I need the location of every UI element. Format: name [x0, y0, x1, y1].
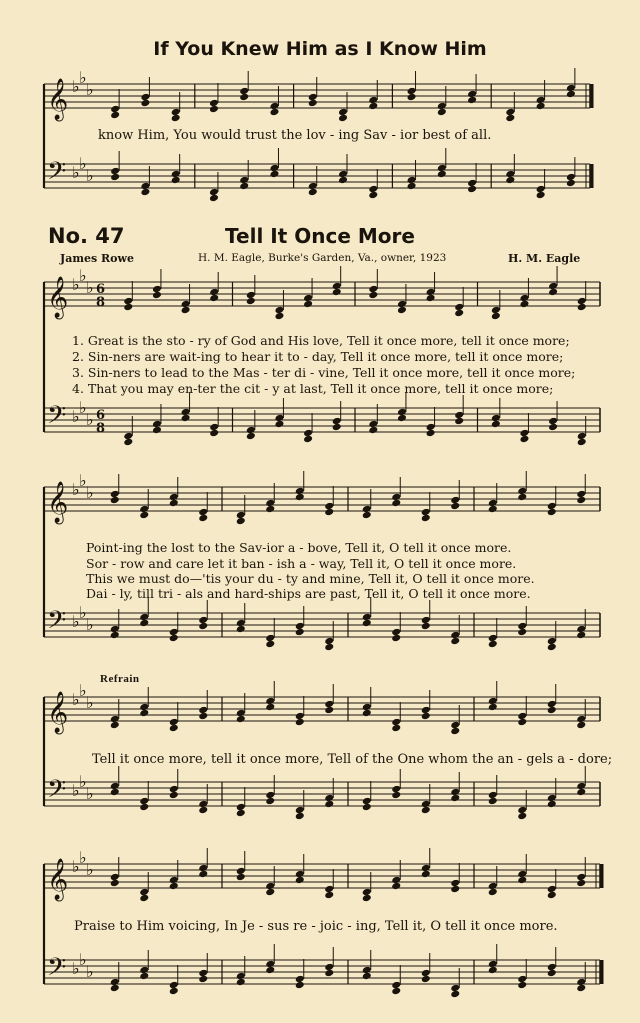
- time-signature: 8: [96, 421, 106, 436]
- treble-note: [450, 885, 460, 894]
- refrain-label: Refrain: [100, 673, 140, 685]
- bass-clef: 𝄢: [47, 953, 67, 988]
- bass-note: [171, 176, 181, 185]
- flat-sign: ♭: [72, 959, 80, 978]
- treble-note: [324, 508, 334, 517]
- bass-note: [391, 987, 401, 996]
- bass-note: [519, 435, 529, 444]
- previous-hymn-lyric: know Him, You would trust the lov - ing Sav - ior best of all.: [98, 128, 492, 143]
- treble-note: [308, 99, 318, 108]
- treble-note: [454, 309, 464, 318]
- bass-note: [110, 173, 120, 182]
- treble-note: [295, 876, 305, 885]
- flat-sign: ♭: [79, 603, 87, 622]
- treble-note: [171, 114, 181, 123]
- bass-note: [269, 170, 279, 179]
- bass-note: [577, 438, 587, 447]
- flat-sign: ♭: [79, 398, 87, 417]
- flat-sign: ♭: [72, 857, 80, 876]
- treble-note: [246, 297, 256, 306]
- flat-sign: ♭: [86, 278, 94, 297]
- bass-note: [308, 188, 318, 197]
- bass-note: [169, 791, 179, 800]
- bass-note: [303, 435, 313, 444]
- flat-sign: ♭: [72, 690, 80, 709]
- bass-note: [450, 794, 460, 803]
- bass-note: [517, 981, 527, 990]
- music-by-credit: H. M. Eagle: [508, 252, 581, 265]
- treble-note: [548, 288, 558, 297]
- treble-note: [519, 300, 529, 309]
- bass-note: [110, 788, 120, 797]
- treble-note: [110, 879, 120, 888]
- flat-sign: ♭: [72, 163, 80, 182]
- treble-note: [437, 108, 447, 117]
- bass-clef: 𝄢: [47, 401, 67, 436]
- treble-note: [426, 294, 436, 303]
- bass-note: [547, 969, 557, 978]
- bass-note: [505, 176, 515, 185]
- bass-note: [536, 191, 546, 200]
- bass-note: [576, 631, 586, 640]
- refrain-line-1: Tell it once more, tell it once more, Tell of the One whom the an - gels a - dore;: [92, 752, 613, 767]
- treble-note: [332, 288, 342, 297]
- verse-line-2b: Sor - row and care let it ban - ish a - way, Tell it, O tell it once more.: [86, 556, 517, 571]
- treble-note: [362, 709, 372, 718]
- treble-note: [488, 703, 498, 712]
- bass-clef: 𝄢: [47, 157, 67, 192]
- treble-note: [368, 102, 378, 111]
- treble-clef: 𝄞: [47, 277, 69, 318]
- treble-note: [577, 303, 587, 312]
- treble-note: [139, 709, 149, 718]
- treble-note: [576, 496, 586, 505]
- bass-note: [407, 182, 417, 191]
- hymn-number: No. 47: [48, 224, 125, 248]
- bass-note: [397, 414, 407, 423]
- bass-note: [362, 619, 372, 628]
- flat-sign: ♭: [79, 154, 87, 173]
- bass-note: [488, 640, 498, 649]
- bass-note: [450, 990, 460, 999]
- bass-note: [236, 809, 246, 818]
- bass-note: [139, 619, 149, 628]
- bass-note: [236, 978, 246, 987]
- bass-note: [123, 438, 133, 447]
- treble-clef: 𝄞: [47, 692, 69, 733]
- treble-note: [169, 882, 179, 891]
- bass-note: [324, 969, 334, 978]
- bass-note: [426, 429, 436, 438]
- copyright-notice: H. M. Eagle, Burke's Garden, Va., owner, 1923: [198, 252, 447, 264]
- treble-clef: 𝄞: [47, 79, 69, 120]
- bass-note: [576, 984, 586, 993]
- verse-line-3a: 3. Sin-ners to lead to the Mas - ter di - vine, Tell it once more, tell it once more;: [72, 365, 576, 380]
- hymn-title: Tell It Once More: [225, 224, 415, 248]
- flat-sign: ♭: [79, 772, 87, 791]
- bass-note: [265, 966, 275, 975]
- time-signature: 8: [96, 295, 106, 310]
- flat-sign: ♭: [86, 80, 94, 99]
- bass-note: [265, 640, 275, 649]
- verse-line-3b: This we must do—'tis your du - ty and mine, Tell it, O tell it once more.: [86, 571, 535, 586]
- treble-note: [547, 891, 557, 900]
- flat-sign: ♭: [86, 410, 94, 429]
- bass-note: [332, 423, 342, 432]
- treble-note: [198, 870, 208, 879]
- bass-note: [421, 975, 431, 984]
- treble-note: [517, 718, 527, 727]
- treble-note: [450, 502, 460, 511]
- treble-note: [236, 715, 246, 724]
- treble-clef: 𝄞: [47, 859, 69, 900]
- bass-note: [368, 191, 378, 200]
- treble-note: [181, 306, 191, 315]
- treble-note: [368, 291, 378, 300]
- refrain-line-2: Praise to Him voicing, In Je - sus re - joic - ing, Tell it, O tell it once more.: [74, 919, 558, 934]
- treble-note: [198, 514, 208, 523]
- treble-note: [391, 724, 401, 733]
- bass-note: [450, 637, 460, 646]
- flat-sign: ♭: [79, 848, 87, 867]
- flat-sign: ♭: [72, 612, 80, 631]
- verse-line-1a: 1. Great is the sto - ry of God and His love, Tell it once more, tell it once more;: [72, 333, 570, 348]
- treble-note: [295, 493, 305, 502]
- bass-note: [391, 791, 401, 800]
- treble-note: [547, 508, 557, 517]
- bass-note: [421, 806, 431, 815]
- treble-note: [488, 888, 498, 897]
- bass-note: [139, 803, 149, 812]
- flat-sign: ♭: [86, 784, 94, 803]
- treble-note: [362, 894, 372, 903]
- treble-note: [536, 102, 546, 111]
- bass-note: [454, 417, 464, 426]
- bass-note: [362, 972, 372, 981]
- treble-note: [152, 291, 162, 300]
- bass-note: [517, 628, 527, 637]
- treble-note: [110, 111, 120, 120]
- time-signature: 6: [96, 282, 106, 297]
- bass-note: [547, 643, 557, 652]
- flat-sign: ♭: [72, 781, 80, 800]
- treble-note: [421, 514, 431, 523]
- bass-note: [338, 176, 348, 185]
- bass-note: [181, 414, 191, 423]
- treble-note: [269, 108, 279, 117]
- bass-note: [547, 800, 557, 809]
- treble-note: [517, 876, 527, 885]
- bass-note: [391, 634, 401, 643]
- flat-sign: ♭: [79, 471, 87, 490]
- flat-sign: ♭: [86, 693, 94, 712]
- treble-note: [209, 294, 219, 303]
- bass-note: [110, 631, 120, 640]
- bass-note: [152, 426, 162, 435]
- treble-note: [140, 99, 150, 108]
- treble-note: [265, 888, 275, 897]
- treble-note: [110, 721, 120, 730]
- bass-note: [566, 179, 576, 188]
- flat-sign: ♭: [86, 962, 94, 981]
- treble-note: [239, 93, 249, 102]
- flat-sign: ♭: [79, 68, 87, 87]
- treble-note: [421, 870, 431, 879]
- treble-note: [209, 105, 219, 114]
- bass-note: [209, 194, 219, 203]
- treble-note: [236, 517, 246, 526]
- bass-note: [198, 622, 208, 631]
- bass-note: [239, 182, 249, 191]
- bass-note: [295, 628, 305, 637]
- bass-note: [488, 797, 498, 806]
- treble-note: [265, 703, 275, 712]
- bass-note: [198, 806, 208, 815]
- treble-note: [391, 499, 401, 508]
- treble-note: [362, 511, 372, 520]
- bass-note: [548, 423, 558, 432]
- bass-note: [488, 966, 498, 975]
- words-by-credit: James Rowe: [60, 252, 134, 265]
- bass-note: [437, 170, 447, 179]
- bass-note: [324, 643, 334, 652]
- treble-note: [139, 511, 149, 520]
- bass-note: [467, 185, 477, 194]
- bass-note: [517, 812, 527, 821]
- treble-note: [338, 114, 348, 123]
- bass-note: [295, 812, 305, 821]
- treble-note: [547, 706, 557, 715]
- flat-sign: ♭: [79, 950, 87, 969]
- treble-note: [505, 114, 515, 123]
- bass-note: [198, 975, 208, 984]
- treble-note: [236, 873, 246, 882]
- bass-note: [110, 984, 120, 993]
- bass-note: [209, 429, 219, 438]
- treble-note: [110, 496, 120, 505]
- bass-note: [139, 972, 149, 981]
- bass-note: [169, 987, 179, 996]
- treble-note: [295, 718, 305, 727]
- flat-sign: ♭: [72, 77, 80, 96]
- bass-note: [491, 420, 501, 429]
- bass-note: [368, 426, 378, 435]
- treble-note: [198, 712, 208, 721]
- verse-line-4a: 4. That you may en-ter the cit - y at last, Tell it once more, tell it once more;: [72, 381, 554, 396]
- treble-note: [324, 891, 334, 900]
- treble-note: [576, 879, 586, 888]
- bass-note: [295, 981, 305, 990]
- verse-line-2a: 2. Sin-ners are wait-ing to hear it to - day, Tell it once more, tell it once more;: [72, 349, 564, 364]
- verse-line-4b: Dai - ly, till tri - als and hard-ships are past, Tell it, O tell it once more.: [86, 586, 531, 601]
- flat-sign: ♭: [72, 480, 80, 499]
- treble-note: [576, 721, 586, 730]
- bass-note: [246, 432, 256, 441]
- verse-line-1b: Point-ing the lost to the Sav-ior a - bove, Tell it, O tell it once more.: [86, 540, 512, 555]
- treble-note: [391, 882, 401, 891]
- previous-hymn-title: If You Knew Him as I Know Him: [153, 38, 487, 60]
- bass-note: [140, 188, 150, 197]
- flat-sign: ♭: [86, 166, 94, 185]
- time-signature: 6: [96, 408, 106, 423]
- bass-clef: 𝄢: [47, 606, 67, 641]
- flat-sign: ♭: [79, 266, 87, 285]
- flat-sign: ♭: [79, 681, 87, 700]
- treble-note: [517, 493, 527, 502]
- treble-note: [169, 724, 179, 733]
- bass-note: [421, 622, 431, 631]
- treble-note: [324, 706, 334, 715]
- treble-note: [421, 712, 431, 721]
- treble-note: [274, 312, 284, 321]
- flat-sign: ♭: [86, 615, 94, 634]
- flat-sign: ♭: [72, 407, 80, 426]
- flat-sign: ♭: [86, 860, 94, 879]
- bass-note: [265, 797, 275, 806]
- bass-note: [169, 634, 179, 643]
- treble-note: [303, 300, 313, 309]
- treble-note: [491, 312, 501, 321]
- treble-note: [407, 93, 417, 102]
- treble-note: [566, 90, 576, 99]
- flat-sign: ♭: [72, 275, 80, 294]
- bass-note: [362, 803, 372, 812]
- bass-note: [236, 625, 246, 634]
- bass-note: [274, 420, 284, 429]
- treble-note: [488, 505, 498, 514]
- bass-clef: 𝄢: [47, 775, 67, 810]
- treble-note: [265, 505, 275, 514]
- treble-clef: 𝄞: [47, 482, 69, 523]
- bass-note: [324, 800, 334, 809]
- treble-note: [123, 303, 133, 312]
- bass-note: [576, 788, 586, 797]
- treble-note: [397, 306, 407, 315]
- treble-note: [169, 499, 179, 508]
- flat-sign: ♭: [86, 483, 94, 502]
- treble-note: [450, 727, 460, 736]
- treble-note: [467, 96, 477, 105]
- treble-note: [139, 894, 149, 903]
